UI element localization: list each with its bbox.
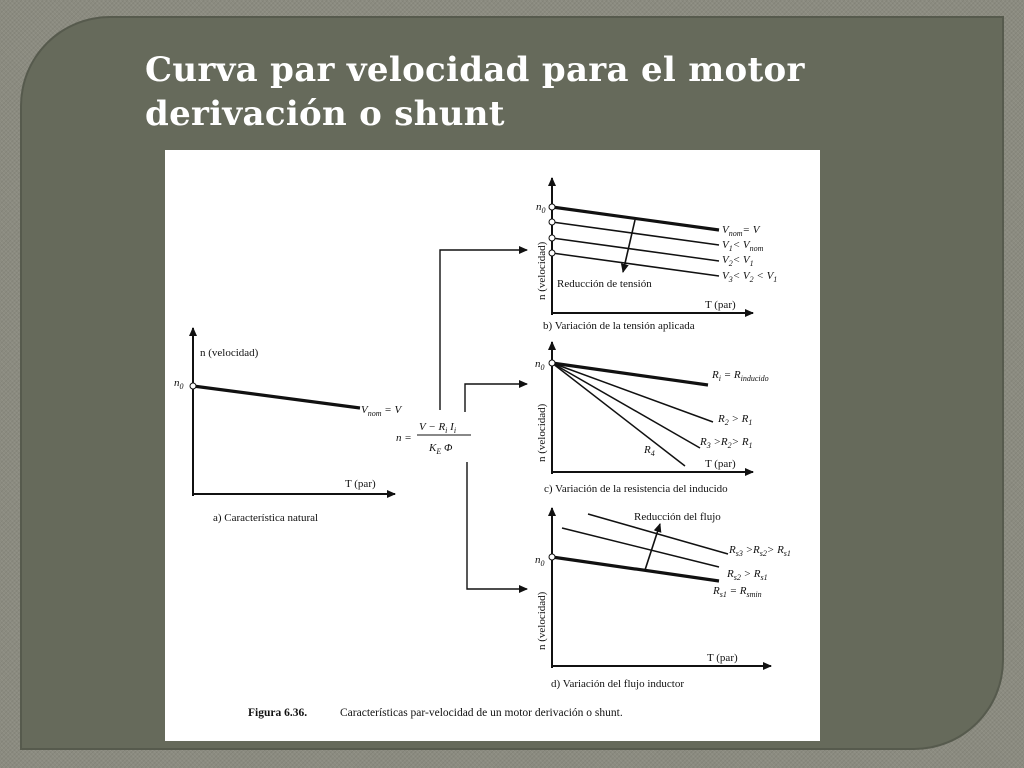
panel-b-n0-label: $n_0$ xyxy=(536,201,546,215)
panel-a-y-label: n (velocidad) xyxy=(200,347,259,359)
formula-numerator: $V - R_i$ $I_i$ xyxy=(419,421,457,435)
panel-d-line-label-rs2: $R_{s2} > R_{s1}$ xyxy=(727,568,768,582)
slide-title-line-1: Curva par velocidad para el motor xyxy=(145,50,805,90)
panel-c xyxy=(535,342,769,495)
panel-d-line-label-rs3: $R_{s3} >R_{s2}> R_{s1}$ xyxy=(729,544,791,558)
panel-b-line-label-v2: $V_2< V_1$ xyxy=(722,254,754,268)
formula-block xyxy=(396,421,471,456)
panel-b-n0-marker xyxy=(549,204,555,210)
connector-arrows xyxy=(440,250,527,589)
slide-title-line-2: derivación o shunt xyxy=(145,94,505,134)
panel-c-n0-marker xyxy=(549,360,555,366)
figure-caption-text: Características par-velocidad de un motor derivación o shunt. xyxy=(340,707,623,719)
slide-title xyxy=(145,48,905,136)
panel-c-y-label: n (velocidad) xyxy=(536,403,548,462)
figure-caption xyxy=(248,707,623,719)
panel-b xyxy=(536,178,777,332)
panel-d-n0-marker xyxy=(549,554,555,560)
panel-a-n0-label: $n_0$ xyxy=(174,377,184,391)
panel-c-x-label: T (par) xyxy=(705,458,736,470)
panel-b-line-label-vnom: $V_{nom}= V$ xyxy=(722,224,760,238)
panel-b-line-label-v1: $V_1< V_{nom}$ xyxy=(722,239,764,253)
panel-b-x-label: T (par) xyxy=(705,299,736,311)
panel-c-n0-label: $n_0$ xyxy=(535,358,545,372)
panel-a-line-label: $V_{nom} = V$ xyxy=(361,404,402,418)
panel-d-caption: d) Variación del flujo inductor xyxy=(551,678,684,690)
panel-b-arrow-label: Reducción de tensión xyxy=(557,278,652,290)
figure-caption-label: Figura 6.36. xyxy=(248,707,308,719)
panel-a-n0-marker xyxy=(190,383,196,389)
panel-d-line-label-rs1: $R_{s1} = R_{smin}$ xyxy=(713,585,762,599)
panel-b-line-vnom xyxy=(552,207,719,230)
connector-arrow-c xyxy=(465,384,527,412)
panel-b-line-v3 xyxy=(552,253,719,276)
panel-b-v1-marker xyxy=(549,219,555,225)
panel-c-line-r3 xyxy=(552,363,700,448)
panel-b-v2-marker xyxy=(549,235,555,241)
panel-c-line-label-ri: $R_i = R_{inducido}$ xyxy=(712,369,769,383)
formula-denominator: $K_E$ Φ xyxy=(429,442,453,456)
connector-arrow-d xyxy=(467,462,527,589)
panel-d-arrow-label: Reducción del flujo xyxy=(634,511,721,523)
figure-image xyxy=(165,150,820,741)
panel-a xyxy=(174,328,402,524)
panel-a-caption: a) Característica natural xyxy=(213,512,319,524)
panel-d-x-label: T (par) xyxy=(707,652,738,664)
panel-a-natural-line xyxy=(193,386,360,408)
panel-d-n0-label: $n_0$ xyxy=(535,554,545,568)
panel-c-line-r2 xyxy=(552,363,713,422)
panel-b-y-label: n (velocidad) xyxy=(536,241,548,300)
panel-d-y-label: n (velocidad) xyxy=(536,591,548,650)
panel-c-line-label-r2: $R_2 > R_1$ xyxy=(718,413,753,427)
panel-b-line-label-v3: $V_3< V_2 < V_1$ xyxy=(722,270,778,284)
panel-a-x-label: T (par) xyxy=(345,478,376,490)
panel-b-caption: b) Variación de la tensión aplicada xyxy=(543,320,695,332)
shunt-motor-diagram xyxy=(165,150,820,741)
panel-b-v3-marker xyxy=(549,250,555,256)
panel-c-caption: c) Variación de la resistencia del inducido xyxy=(544,483,728,495)
panel-c-r4-label: $R_4$ xyxy=(644,444,655,458)
formula-lhs: n = xyxy=(396,432,412,444)
connector-arrow-b xyxy=(440,250,527,410)
panel-d xyxy=(535,508,791,690)
panel-c-line-label-r3: $R_3 >R_2> R_1$ xyxy=(700,436,753,450)
